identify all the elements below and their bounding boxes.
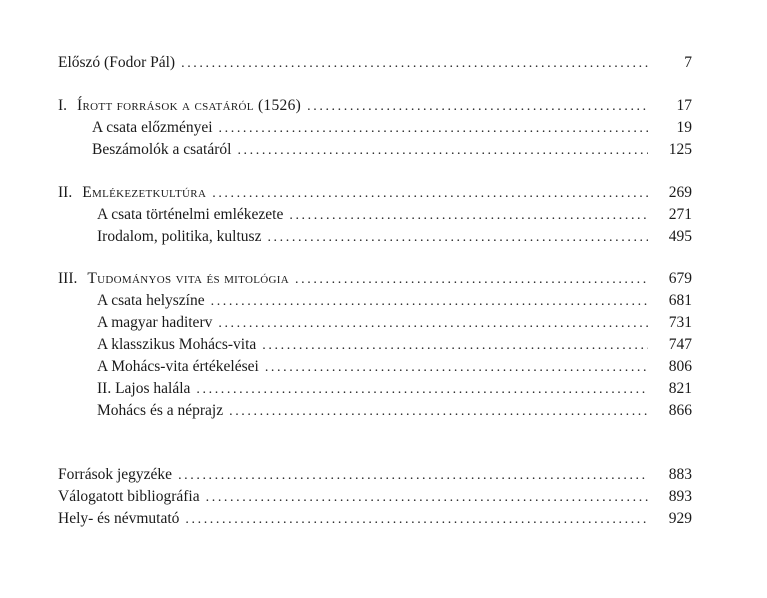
leader-dots: [219, 118, 648, 140]
toc-entry-page: 679: [668, 270, 692, 287]
toc-entry-reports[interactable]: [92, 139, 692, 161]
part-number: III.: [58, 270, 78, 287]
leader-dots: [178, 465, 648, 487]
toc-entry-title: A csata előzményei: [92, 119, 213, 136]
toc-entry-page: 125: [668, 141, 692, 158]
toc-entry-battle-site[interactable]: [97, 290, 692, 312]
part-number: I.: [58, 97, 68, 114]
toc-entry-page: 495: [668, 228, 692, 245]
toc-entry-title: Válogatott bibliográfia: [58, 488, 200, 505]
toc-entry-page: 806: [668, 358, 692, 375]
toc-entry-classic-debate[interactable]: [97, 334, 692, 356]
leader-dots: [229, 401, 648, 423]
toc-entry-ethnography[interactable]: [97, 400, 692, 422]
toc-entry-page: 269: [668, 184, 692, 201]
toc-entry-title: Hely- és névmutató: [58, 510, 180, 527]
toc-entry-page: 681: [668, 292, 692, 309]
toc-entry-page: 7: [684, 54, 692, 71]
toc-entry-foreword[interactable]: [58, 52, 692, 74]
toc-entry-war-plan[interactable]: [97, 312, 692, 334]
leader-dots: [265, 357, 648, 379]
toc-part-1[interactable]: [58, 95, 692, 117]
toc-entry-sources-list[interactable]: [58, 464, 692, 486]
toc-entry-title: Irodalom, politika, kultusz: [97, 228, 262, 245]
toc-entry-title: A klasszikus Mohács-vita: [97, 336, 257, 353]
leader-dots: [212, 183, 648, 205]
toc-entry-page: 747: [668, 336, 692, 353]
toc-entry-page: 17: [676, 97, 692, 114]
toc-entry-historical-memory[interactable]: [97, 204, 692, 226]
part-number: II.: [58, 184, 73, 201]
toc-entry-page: 731: [668, 314, 692, 331]
toc-entry-title: A csata helyszíne: [97, 292, 205, 309]
toc-entry-page: 883: [668, 466, 692, 483]
leader-dots: [262, 335, 648, 357]
leader-dots: [185, 509, 648, 531]
toc-entry-page: 866: [668, 402, 692, 419]
toc-entry-page: 19: [676, 119, 692, 136]
toc-entry-title: Források jegyzéke: [58, 466, 173, 483]
toc-part-title: Tudományos vita és mitológia: [87, 270, 290, 287]
toc-part-3[interactable]: [58, 268, 692, 290]
toc-entry-title: A csata történelmi emlékezete: [97, 206, 284, 223]
toc-entry-title: II. Lajos halála: [97, 380, 191, 397]
toc-entry-debate-evaluations[interactable]: [97, 356, 692, 378]
toc-entry-title: Előszó (Fodor Pál): [58, 54, 176, 71]
leader-dots: [295, 269, 648, 291]
toc-part-title: Emlékezetkultúra: [82, 184, 207, 201]
toc-entry-page: 893: [668, 488, 692, 505]
leader-dots: [206, 487, 648, 509]
toc-part-title: Írott források a csatáról (1526): [77, 97, 302, 114]
toc-entry-title: Beszámolók a csatáról: [92, 141, 232, 158]
toc-entry-page: 271: [668, 206, 692, 223]
toc-entry-death-of-louis[interactable]: [97, 378, 692, 400]
leader-dots: [267, 227, 648, 249]
toc-entry-preliminaries[interactable]: [92, 117, 692, 139]
leader-dots: [289, 205, 648, 227]
leader-dots: [237, 140, 648, 162]
toc-entry-page: 821: [668, 380, 692, 397]
toc-entry-bibliography[interactable]: [58, 486, 692, 508]
leader-dots: [181, 53, 648, 75]
leader-dots: [218, 313, 648, 335]
toc-entry-title: A Mohács-vita értékelései: [97, 358, 259, 375]
leader-dots: [211, 291, 648, 313]
leader-dots: [307, 96, 648, 118]
toc-entry-literature-politics[interactable]: [97, 226, 692, 248]
toc-entry-title: A magyar haditerv: [97, 314, 213, 331]
toc-entry-page: 929: [668, 510, 692, 527]
toc-entry-index[interactable]: [58, 508, 692, 530]
leader-dots: [196, 379, 648, 401]
toc-part-2[interactable]: [58, 182, 692, 204]
toc-entry-title: Mohács és a néprajz: [97, 402, 224, 419]
